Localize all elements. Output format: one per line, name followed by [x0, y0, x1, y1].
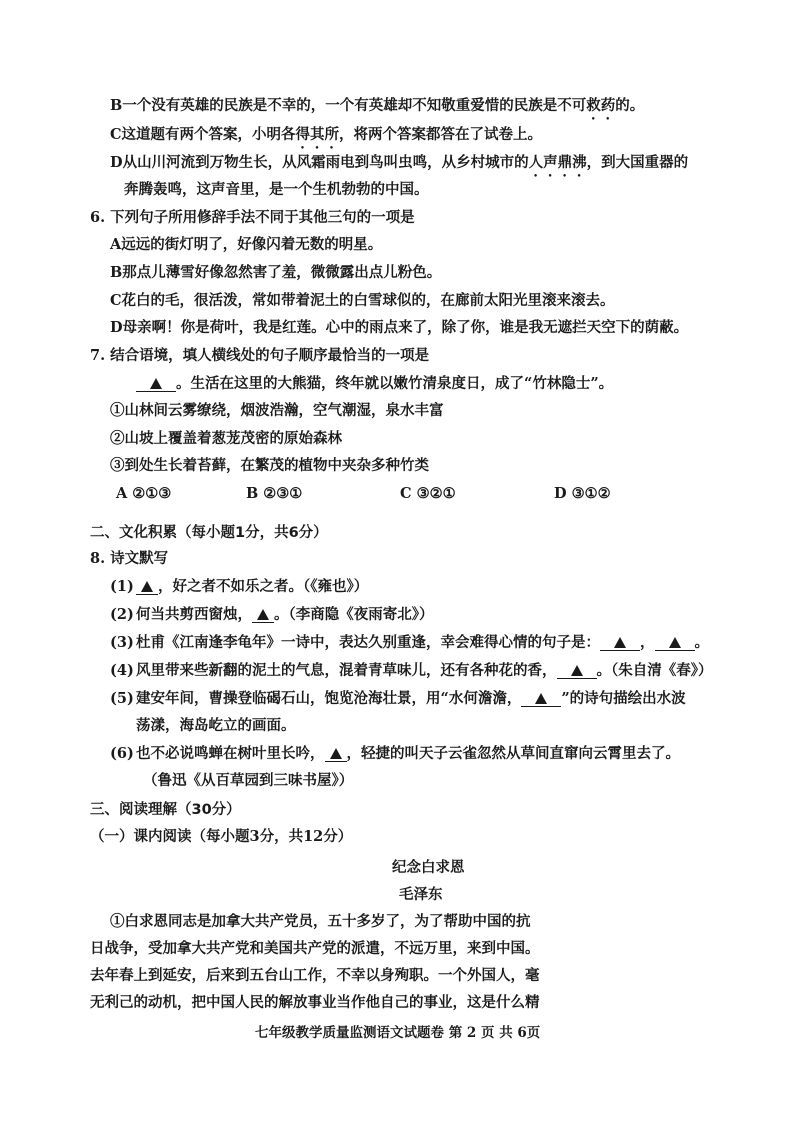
blank: [136, 377, 176, 392]
q8-stem: 8. 诗文默写: [90, 550, 169, 567]
q8-item-6-source: （鲁迅《从百草园到三味书屋》）: [143, 772, 354, 789]
blank: [136, 580, 158, 595]
q6-option-a: A远远的街灯明了，好像闪着无数的明星。: [110, 236, 383, 253]
triangle-icon: [669, 637, 681, 648]
q5-option-b-end: 的。: [615, 97, 645, 114]
item-number: (1): [110, 578, 134, 595]
q5-option-d-end: ，到大国重器的: [586, 154, 689, 171]
q8-item-5-cont: 荡漾，海岛屹立的画面。: [136, 717, 296, 734]
q6-stem: 6. 下列句子所用修辞手法不同于其他三句的一项是: [90, 209, 415, 226]
article-paragraph-line: 去年春上到延安，后来到五台山工作，不幸以身殉职。一个外国人，毫: [90, 967, 540, 984]
q7-option-d: D ③①②: [554, 485, 611, 502]
q5-option-b-text: B一个没有英雄的民族是不幸的，一个有英雄却不知敬重爱惜的民族是不可: [110, 97, 587, 114]
comma: ，: [640, 634, 655, 651]
q7-sentence-1: ①山林间云雾缭绕，烟波浩瀚，空气潮湿，泉水丰富: [110, 402, 444, 419]
q7-sentence-2: ②山坡上覆盖着葱茏茂密的原始森林: [110, 430, 342, 447]
triangle-icon: [571, 665, 583, 676]
q8-item-2-source: 。（李商隐《夜雨寄北》）: [274, 606, 434, 623]
triangle-icon: [150, 378, 162, 389]
q8-item-2-text: 何当共剪西窗烛，: [136, 606, 252, 623]
blank: [521, 692, 561, 707]
section-3-subheading: （一）课内阅读（每小题3分，共12分）: [90, 828, 353, 845]
q8-item-2: [136, 608, 434, 623]
q7-option-b: B ②③①: [246, 485, 303, 502]
triangle-icon: [257, 609, 269, 620]
item-number: (4): [110, 662, 134, 679]
q8-item-1-text: ，好之者不如乐之者。（《雍也》）: [158, 578, 369, 595]
article-paragraph-line: 日战争，受加拿大共产党和美国共产党的派遣，不远万里，来到中国。: [90, 940, 540, 957]
article-author: 毛泽东: [399, 886, 443, 903]
q5-option-c-dotted: 得其所: [295, 126, 340, 143]
q5-option-b: [110, 97, 644, 123]
q5-option-c-text: C这道题有两个答案，小明各: [110, 126, 296, 143]
triangle-icon: [535, 693, 547, 704]
q5-option-c: [110, 126, 542, 152]
article-paragraph-line: ①白求恩同志是加拿大共产党员，五十多岁了，为了帮助中国的抗: [110, 913, 531, 930]
q5-option-d: [110, 154, 688, 180]
q6-option-b: B那点儿薄雪好像忽然害了羞，微微露出点儿粉色。: [110, 264, 442, 281]
q8-item-5-text: 建安年间，曹操登临碣石山，饱览沧海壮景，用“水何澹澹，: [136, 690, 522, 707]
q8-item-4-text: 风里带来些新翻的泥土的气息，混着青草味儿，还有各种花的香，: [136, 662, 557, 679]
q7-option-a: A ②①③: [116, 485, 172, 502]
period: 。: [694, 634, 709, 651]
q8-item-6-text-end: ，轻捷的叫天子云雀忽然从草间直窜向云霄里去了。: [346, 745, 680, 762]
triangle-icon: [141, 581, 153, 592]
q8-item-6: [136, 747, 680, 762]
q8-item-4: [136, 664, 713, 679]
q7-context: [136, 377, 613, 392]
q7-option-c: C ③②①: [400, 485, 456, 502]
item-number: (3): [110, 634, 134, 651]
q8-item-3-text: 杜甫《江南逢李龟年》一诗中，表达久别重逢，幸会难得心情的句子是：: [136, 634, 600, 651]
section-3-heading: 三、阅读理解（30分）: [90, 802, 241, 818]
q6-option-d: D母亲啊！你是荷叶，我是红莲。心中的雨点来了，除了你，谁是我无遮拦天空下的荫蔽。: [110, 319, 689, 336]
q8-item-6-text: 也不必说鸣蝉在树叶里长吟，: [136, 745, 325, 762]
q7-stem: 7. 结合语境，填人横线处的句子顺序最恰当的一项是: [90, 347, 430, 364]
q8-item-5-text-end: ”的诗句描绘出水波: [561, 690, 686, 707]
q5-option-b-dotted: 救药: [586, 97, 616, 114]
article-paragraph-line: 无利己的动机，把中国人民的解放事业当作他自己的事业，这是什么精: [90, 994, 540, 1011]
section-2-heading: 二、文化积累（每小题1分，共6分）: [90, 525, 328, 541]
article-title: 纪念白求恩: [392, 860, 465, 876]
blank: [325, 747, 347, 762]
triangle-icon: [330, 748, 342, 759]
q5-option-c-end: ，将两个答案都答在了试卷上。: [339, 126, 543, 143]
q7-context-text: 。生活在这里的大熊猫，终年就以嫩竹清泉度日，成了“竹林隐士”。: [176, 375, 614, 392]
q6-option-c: C花白的毛，很活泼，常如带着泥土的白雪球似的，在廊前太阳光里滚来滚去。: [110, 292, 615, 309]
blank: [252, 608, 274, 623]
q8-item-3: [136, 636, 709, 651]
item-number: (6): [110, 745, 134, 762]
q7-sentence-3: ③到处生长着苔藓，在繁茂的植物中夹杂多种竹类: [110, 457, 429, 474]
blank: [557, 664, 597, 679]
item-number: (2): [110, 606, 134, 623]
item-number: (5): [110, 690, 134, 707]
q5-option-d-text: D从山川河流到万物生长，从风霜雨电到鸟叫虫鸣，从乡村城市的: [110, 154, 529, 171]
q8-item-5: [136, 692, 686, 707]
q5-option-d-cont: 奔腾轰鸣，这声音里，是一个生机勃勃的中国。: [124, 181, 429, 198]
q8-item-1: [136, 580, 368, 595]
triangle-icon: [614, 637, 626, 648]
page-footer: 七年级教学质量监测语文试题卷 第 2 页 共 6页: [255, 1025, 541, 1041]
blank: [655, 636, 695, 651]
q8-item-4-source: 。（朱自清《春》）: [596, 662, 713, 679]
blank: [600, 636, 640, 651]
q5-option-d-dotted: 人声鼎沸: [528, 154, 587, 171]
